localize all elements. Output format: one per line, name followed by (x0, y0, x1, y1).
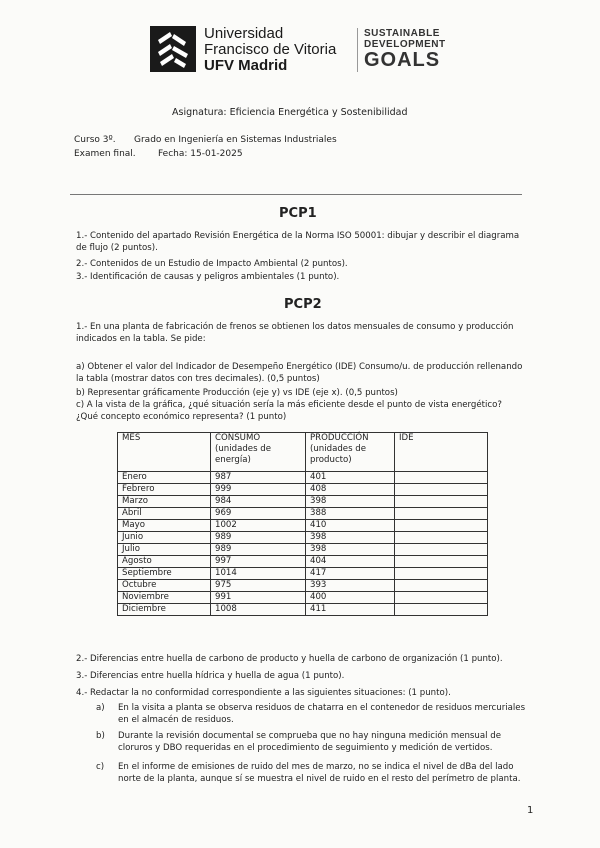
pcp2-title: PCP2 (284, 297, 322, 312)
cell-mes: Julio (118, 544, 211, 556)
cell-ide (395, 484, 488, 496)
table-row (118, 556, 488, 568)
exam-date: Fecha: 15-01-2025 (158, 149, 243, 159)
cell-ide (395, 520, 488, 532)
table-row (118, 472, 488, 484)
pcp1-item-3: 3.- Identificación de causas y peligros ambientales (1 punto). (76, 272, 340, 282)
cell-mes: Enero (118, 472, 211, 484)
exam-type: Examen final. (74, 149, 136, 159)
header-consumo: CONSUMO (unidades de energía) (211, 433, 306, 472)
cell-produccion: 400 (306, 592, 395, 604)
cell-consumo: 984 (211, 496, 306, 508)
cell-consumo: 1002 (211, 520, 306, 532)
pcp1-item-1: 1.- Contenido del apartado Revisión Energética de la Norma ISO 50001: dibujar y describir el diagrama de flujo (2 puntos). (76, 231, 520, 253)
table-row (118, 580, 488, 592)
pcp2-a: a) Obtener el valor del Indicador de Desempeño Energético (IDE) Consumo/u. de producción rellenando la tabla (mostrar datos con tres decimales). (0,5 puntos) (76, 362, 523, 384)
university-name: Universidad Francisco de Vitoria UFV Madrid (204, 25, 337, 74)
subject: Asignatura: Eficiencia Energética y Sostenibilidad (172, 107, 408, 118)
cell-consumo: 999 (211, 484, 306, 496)
cell-produccion: 411 (306, 604, 395, 616)
cell-produccion: 417 (306, 568, 395, 580)
header-mes: MES (118, 433, 211, 472)
table-header-row (118, 433, 488, 472)
pcp2-intro: 1.- En una planta de fabricación de frenos se obtienen los datos mensuales de consumo y producción indicados en la tabla. Se pide: (76, 322, 514, 344)
pcp2-c: c) A la vista de la gráfica, ¿qué situación sería la más eficiente desde el punto de vista energético? ¿Qué concepto económico representa? (1 punto) (76, 400, 502, 422)
header-logos (150, 26, 450, 78)
cell-mes: Noviembre (118, 592, 211, 604)
cell-ide (395, 496, 488, 508)
q4b: Durante la revisión documental se comprueba que no hay ninguna medición mensual de cloruros y DBO requeridas en el procedimiento de seguimiento y medición de vertidos. (118, 731, 501, 753)
cell-consumo: 987 (211, 472, 306, 484)
q3: 3.- Diferencias entre huella hídrica y huella de agua (1 punto). (76, 671, 345, 681)
course: Curso 3º. (74, 135, 116, 145)
cell-produccion: 404 (306, 556, 395, 568)
cell-consumo: 989 (211, 544, 306, 556)
cell-produccion: 398 (306, 532, 395, 544)
divider (70, 194, 522, 195)
cell-consumo: 969 (211, 508, 306, 520)
header-ide: IDE (395, 433, 488, 472)
cell-produccion: 388 (306, 508, 395, 520)
cell-consumo: 991 (211, 592, 306, 604)
table-row (118, 592, 488, 604)
cell-ide (395, 544, 488, 556)
table-row (118, 484, 488, 496)
cell-mes: Marzo (118, 496, 211, 508)
header-produccion: PRODUCCIÓN (unidades de producto) (306, 433, 395, 472)
cell-ide (395, 532, 488, 544)
cell-produccion: 398 (306, 544, 395, 556)
cell-ide (395, 604, 488, 616)
cell-consumo: 1008 (211, 604, 306, 616)
cell-produccion: 398 (306, 496, 395, 508)
consumption-table (117, 432, 488, 616)
table-row (118, 568, 488, 580)
cell-ide (395, 508, 488, 520)
table-row (118, 532, 488, 544)
cell-produccion: 393 (306, 580, 395, 592)
q4c-label: c) (96, 762, 105, 772)
cell-ide (395, 592, 488, 604)
table-row (118, 508, 488, 520)
table-row (118, 496, 488, 508)
cell-ide (395, 568, 488, 580)
cell-mes: Diciembre (118, 604, 211, 616)
q2: 2.- Diferencias entre huella de carbono de producto y huella de carbono de organización (1 punto). (76, 654, 503, 664)
degree: Grado en Ingeniería en Sistemas Industriales (134, 135, 337, 145)
cell-mes: Febrero (118, 484, 211, 496)
table-row (118, 544, 488, 556)
page-number: 1 (527, 805, 534, 816)
ufv-logo-icon (150, 26, 196, 72)
q4b-label: b) (96, 731, 105, 741)
cell-consumo: 989 (211, 532, 306, 544)
cell-mes: Abril (118, 508, 211, 520)
cell-ide (395, 472, 488, 484)
cell-consumo: 1014 (211, 568, 306, 580)
cell-produccion: 401 (306, 472, 395, 484)
cell-mes: Junio (118, 532, 211, 544)
cell-ide (395, 580, 488, 592)
cell-mes: Septiembre (118, 568, 211, 580)
pcp1-item-2: 2.- Contenidos de un Estudio de Impacto Ambiental (2 puntos). (76, 259, 348, 269)
cell-mes: Octubre (118, 580, 211, 592)
cell-produccion: 410 (306, 520, 395, 532)
q4a-label: a) (96, 703, 105, 713)
logo-divider (357, 28, 358, 72)
cell-mes: Agosto (118, 556, 211, 568)
cell-ide (395, 556, 488, 568)
cell-consumo: 975 (211, 580, 306, 592)
sdg-logo: SUSTAINABLE DEVELOPMENT GOALS (364, 28, 446, 71)
q4c: En el informe de emisiones de ruido del mes de marzo, no se indica el nivel de dBa del lado norte de la planta, aunque sí se muestra el nivel de ruido en el resto del perímetro de planta. (118, 762, 521, 784)
pcp2-b: b) Representar gráficamente Producción (eje y) vs IDE (eje x). (0,5 puntos) (76, 388, 398, 398)
pcp1-title: PCP1 (279, 206, 317, 221)
table-row (118, 520, 488, 532)
q4a: En la visita a planta se observa residuos de chatarra en el contenedor de residuos mercuriales en el almacén de residuos. (118, 703, 526, 725)
cell-consumo: 997 (211, 556, 306, 568)
table-row (118, 604, 488, 616)
q4: 4.- Redactar la no conformidad correspondiente a las siguientes situaciones: (1 punto). (76, 688, 451, 698)
cell-produccion: 408 (306, 484, 395, 496)
cell-mes: Mayo (118, 520, 211, 532)
